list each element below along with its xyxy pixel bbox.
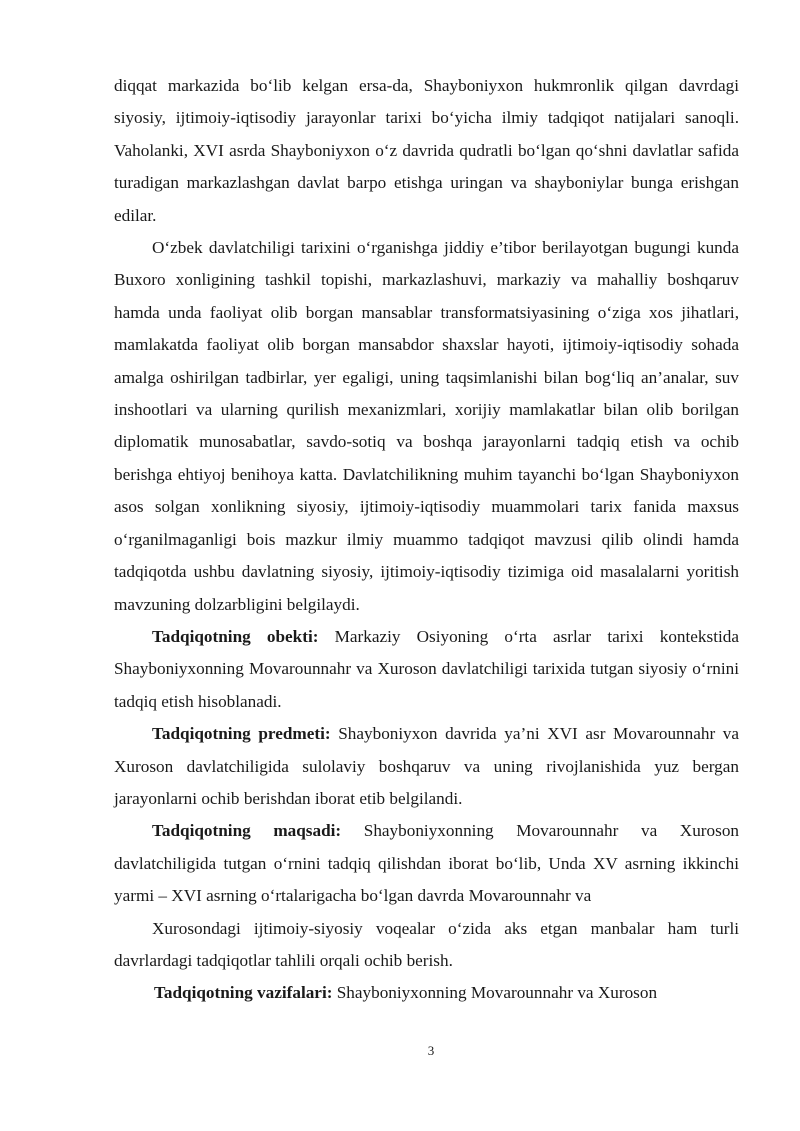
paragraph-text: Markaziy Osiyoning o‘rta asrlar tarixi kontekstida Shayboniyxonning Movarounnahr va Xuroson davlatchiligi tarixida tutgan siyosiy o‘rnini tadqiq etish hisoblanadi. xyxy=(114,626,739,711)
paragraph-research-tasks xyxy=(114,977,739,1009)
section-label: Tadqiqotning maqsadi: xyxy=(152,821,342,841)
paragraph-text: diqqat markazida bo‘lib kelgan ersa-da, Shayboniyxon hukmronlik qilgan davrdagi siyosiy, ijtimoiy-iqtisodiy jarayonlar tarixi bo‘yicha ilmiy tadqiqot natijalari sanoqli. Vaholanki, XVI asrda Shayboniyxon o‘z davrida qudratli bo‘lgan qo‘shni davlatlar safida turadigan markazlashgan davlat barpo etishga uringan va shayboniylar bunga erishgan edilar. xyxy=(114,76,739,225)
paragraph-research-subject xyxy=(114,718,739,815)
paragraph-research-goal-continued xyxy=(114,913,739,978)
page-number: 3 xyxy=(427,1043,435,1058)
paragraph-text: Shayboniyxonning Movarounnahr va Xuroson davlatchiligida tutgan o‘rnini tadqiq qilishdan iborat bo‘lib, Unda XV asrning ikkinchi yarmi – XVI asrning o‘rtalarigacha bo‘lgan davrda Movarounnahr va xyxy=(114,821,740,906)
paragraph-research-goal xyxy=(114,815,739,912)
paragraph-research-object xyxy=(114,621,739,718)
section-label: Tadqiqotning predmeti: xyxy=(152,724,331,744)
paragraph-text: Shayboniyxon davrida ya’ni XVI asr Movarounnahr va Xuroson davlatchiligida sulolaviy boshqaruv va uning rivojlanishida yuz bergan jarayonlarni ochib berishdan iborat etib belgilandi. xyxy=(114,724,740,808)
paragraph-text: Xurosondagi ijtimoiy-siyosiy voqealar o‘zida aks etgan manbalar ham turli davrlardagi tadqiqotlar tahlili orqali ochib berish. xyxy=(114,918,739,970)
paragraph-intro-continued xyxy=(114,70,739,232)
paragraph-text: Shayboniyxonning Movarounnahr va Xuroson xyxy=(336,983,658,1003)
paragraph-relevance xyxy=(114,232,739,621)
paragraph-text: O‘zbek davlatchiligi tarixini o‘rganishga jiddiy e’tibor berilayotgan bugungi kunda Buxoro xonligining tashkil topishi, markazlashuvi, markaziy va mahalliy boshqaruv hamda unda faoliyat olib borgan mansablar transformatsiyasining o‘ziga xos jihatlari, mamlakatda faoliyat olib borgan mansabdor shaxslar hayoti, ijtimoiy-iqtisodiy sohada amalga oshirilgan tadbirlar, yer egaligi, uning taqsimlanishi bilan bog‘liq an’analar, suv inshootlari va ularning qurilish mexanizmlari, xorijiy mamlakatlar bilan olib borilgan diplomatik munosabatlar, savdo-sotiq va boshqa jarayonlarni tadqiq etish va ochib berishga ehtiyoj benihoya katta. Davlatchilikning muhim tayanchi bo‘lgan Shayboniyxon asos solgan xonlikning siyosiy, ijtimoiy-iqtisodiy muammolari tarix fanida maxsus o‘rganilmaganligi bois mazkur ilmiy muammo tadqiqot mavzusi qilib olindi hamda tadqiqotda ushbu davlatning siyosiy, ijtimoiy-iqtisodiy tizimiga oid masalalarni yoritish mavzuning dolzarbligini belgilaydi. xyxy=(114,238,739,614)
body-text xyxy=(114,70,739,1010)
section-label: Tadqiqotning obekti: xyxy=(152,626,319,646)
section-label: Tadqiqotning vazifalari: xyxy=(154,983,333,1003)
